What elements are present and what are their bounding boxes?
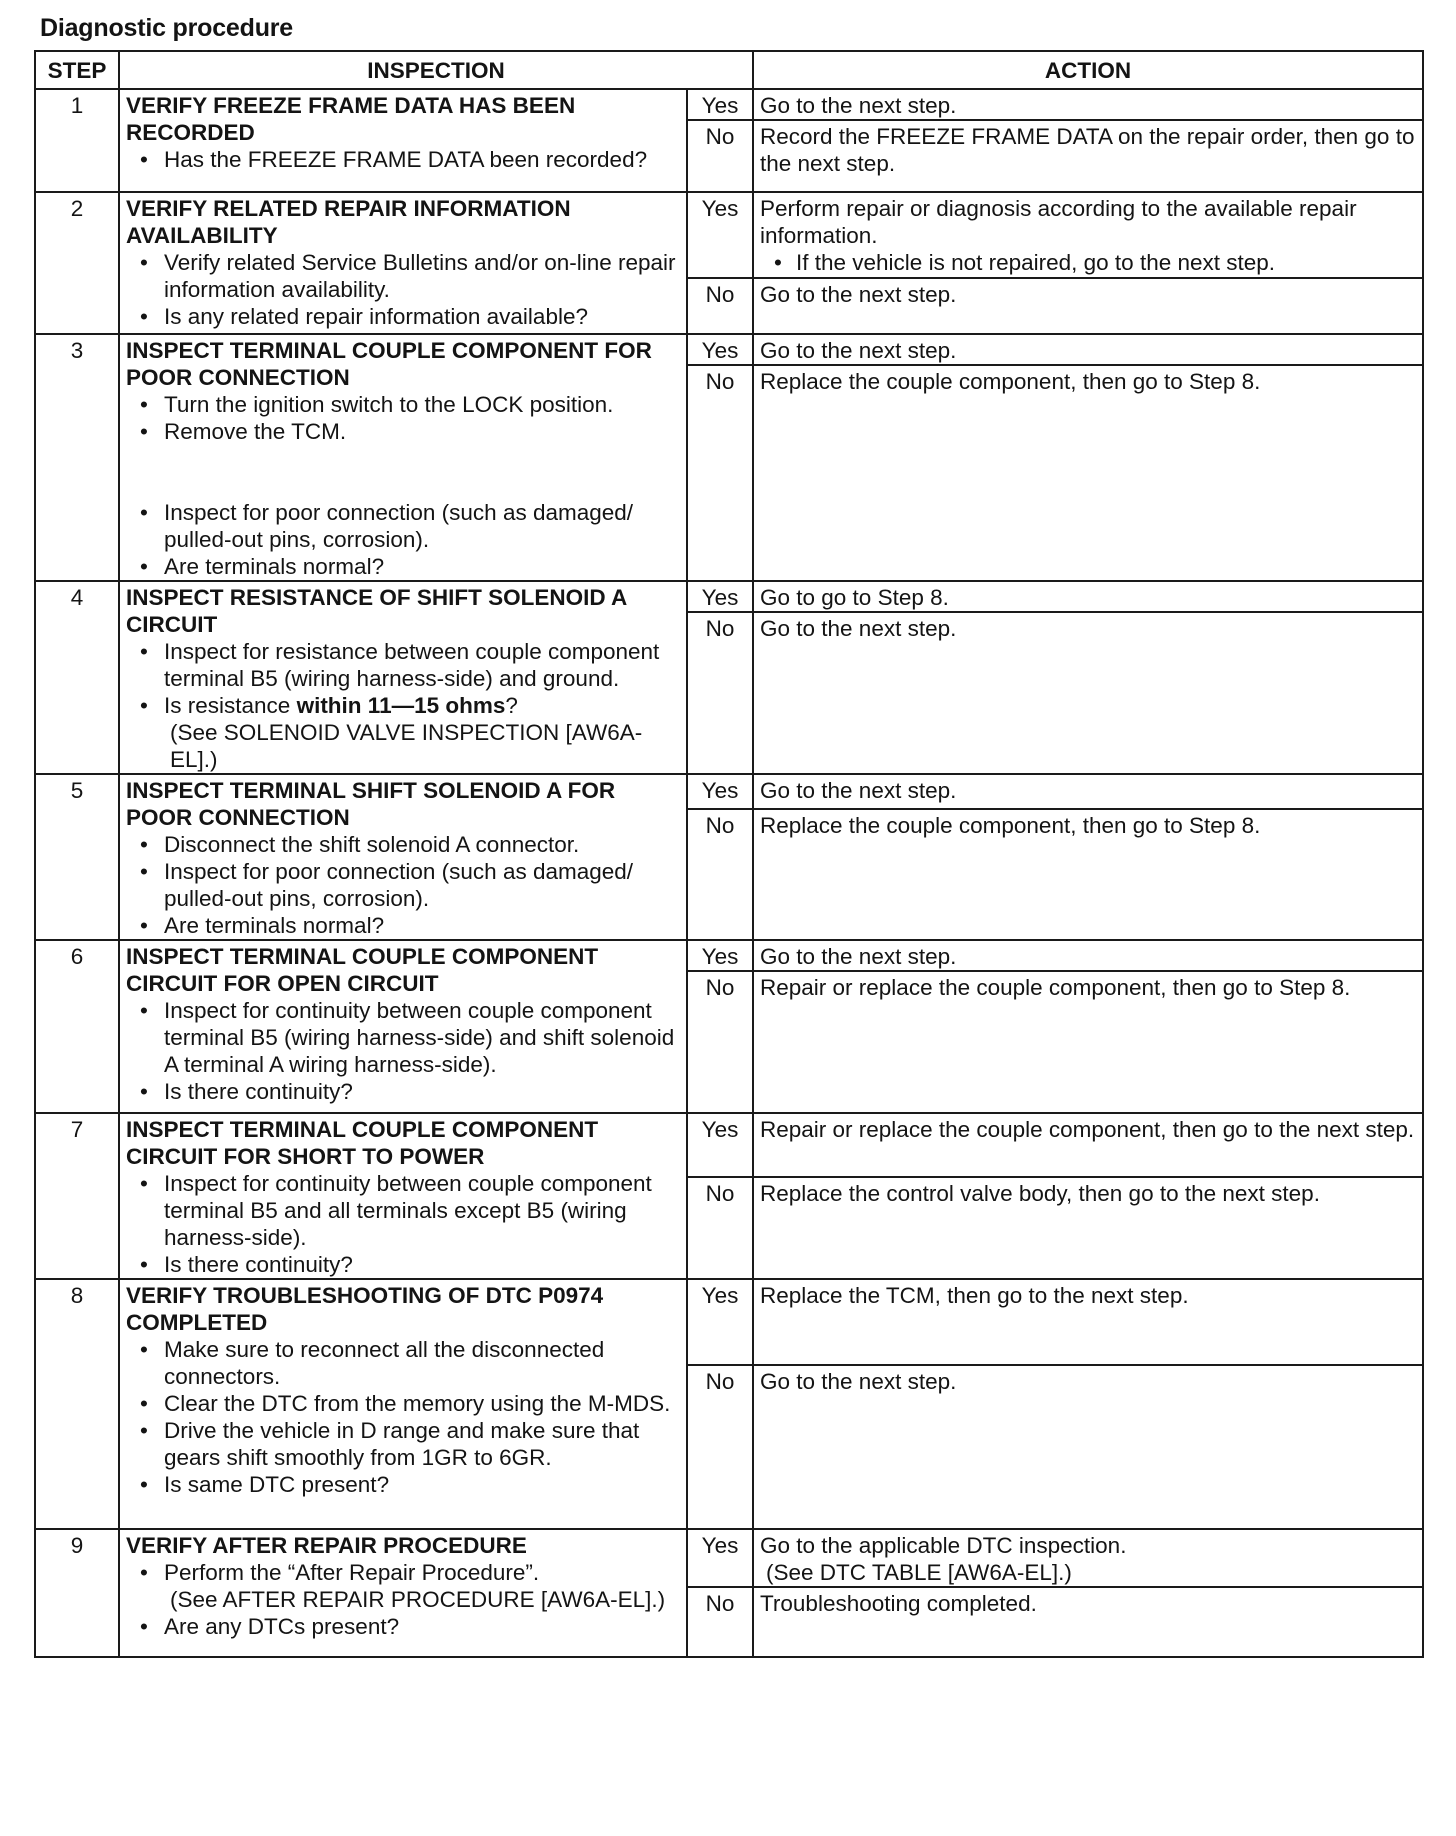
inspection-bullets <box>126 391 680 580</box>
yes-action: Go to the next step. <box>753 334 1423 365</box>
no-action: Repair or replace the couple component, then go to Step 8. <box>753 971 1423 1113</box>
no-label: No <box>687 278 753 334</box>
reference-note: (See DTC TABLE [AW6A-EL].) <box>766 1560 1072 1585</box>
bullet-text: Perform the “After Repair Procedure”. <box>164 1560 540 1585</box>
no-action: Replace the couple component, then go to Step 8. <box>753 809 1423 940</box>
yes-action: Go to the next step. <box>753 89 1423 120</box>
table-row <box>35 334 1423 365</box>
table-row <box>35 774 1423 809</box>
inspection-bullets <box>126 146 680 173</box>
yes-label: Yes <box>687 1529 753 1587</box>
inspection-bullet: • Are terminals normal? <box>164 553 680 580</box>
inspection-title: INSPECT TERMINAL COUPLE COMPONENT FOR POOR CONNECTION <box>126 338 652 390</box>
page-title: Diagnostic procedure <box>40 14 293 42</box>
table-row <box>35 1529 1423 1587</box>
header-inspection: INSPECTION <box>119 51 753 89</box>
yes-label: Yes <box>687 89 753 120</box>
no-label: No <box>687 120 753 192</box>
no-label: No <box>687 365 753 581</box>
inspection-cell <box>119 774 687 940</box>
inspection-bullet: • Are terminals normal? <box>164 912 680 939</box>
diagnostic-table <box>34 50 1424 1658</box>
inspection-cell <box>119 1279 687 1529</box>
inspection-bullet: • Has the FREEZE FRAME DATA been recorded? <box>164 146 680 173</box>
no-action: Replace the control valve body, then go to the next step. <box>753 1177 1423 1279</box>
yes-action: Go to go to Step 8. <box>753 581 1423 612</box>
inspection-cell <box>119 192 687 334</box>
no-action: Go to the next step. <box>753 612 1423 774</box>
inspection-bullets <box>126 831 680 939</box>
yes-action <box>753 1529 1423 1587</box>
inspection-cell <box>119 89 687 192</box>
table-header-row <box>35 51 1423 89</box>
inspection-title: INSPECT RESISTANCE OF SHIFT SOLENOID A CIRCUIT <box>126 585 627 637</box>
table-row <box>35 89 1423 120</box>
reference-note: (See SOLENOID VALVE INSPECTION [AW6A-EL].) <box>170 720 643 772</box>
inspection-bullet: • Clear the DTC from the memory using the M-MDS. <box>164 1390 680 1417</box>
yes-action: Repair or replace the couple component, then go to the next step. <box>753 1113 1423 1177</box>
yes-label: Yes <box>687 192 753 278</box>
inspection-title: INSPECT TERMINAL COUPLE COMPONENT CIRCUIT FOR OPEN CIRCUIT <box>126 944 599 996</box>
inspection-title: VERIFY FREEZE FRAME DATA HAS BEEN RECORDED <box>126 93 576 145</box>
inspection-bullet: • Inspect for continuity between couple component terminal B5 (wiring harness-side) and shift solenoid A terminal A wiring harness-side). <box>164 997 680 1078</box>
inspection-bullet: • Is there continuity? <box>164 1078 680 1105</box>
inspection-bullet: • Are any DTCs present? <box>164 1613 680 1640</box>
yes-label: Yes <box>687 940 753 971</box>
inspection-cell <box>119 581 687 774</box>
inspection-bullets <box>126 1336 680 1498</box>
inspection-bullet: • Inspect for continuity between couple component terminal B5 and all terminals except B5 (wiring harness-side). <box>164 1170 680 1251</box>
inspection-title: VERIFY AFTER REPAIR PROCEDURE <box>126 1533 527 1558</box>
inspection-bullet <box>164 692 680 773</box>
inspection-bullet: • Make sure to reconnect all the disconnected connectors. <box>164 1336 680 1390</box>
inspection-bullet: • Inspect for poor connection (such as damaged/ pulled-out pins, corrosion). <box>164 499 680 553</box>
yes-action <box>753 192 1423 278</box>
action-bullets <box>760 249 1416 276</box>
inspection-bullet: • Is there continuity? <box>164 1251 680 1278</box>
no-action: Troubleshooting completed. <box>753 1587 1423 1657</box>
step-number: 5 <box>35 774 119 940</box>
inspection-bullet: • Verify related Service Bulletins and/or on-line repair information availability. <box>164 249 680 303</box>
inspection-cell <box>119 1113 687 1279</box>
yes-label: Yes <box>687 334 753 365</box>
step-number: 8 <box>35 1279 119 1529</box>
table-row <box>35 940 1423 971</box>
inspection-bullet: • Inspect for resistance between couple component terminal B5 (wiring harness-side) and ground. <box>164 638 680 692</box>
table-row <box>35 1279 1423 1365</box>
resistance-spec: within 11—15 ohms <box>296 693 506 718</box>
inspection-bullets <box>126 997 680 1105</box>
step-number: 1 <box>35 89 119 192</box>
no-label: No <box>687 1587 753 1657</box>
inspection-bullet: • Drive the vehicle in D range and make sure that gears shift smoothly from 1GR to 6GR. <box>164 1417 680 1471</box>
no-action: Go to the next step. <box>753 1365 1423 1529</box>
inspection-cell <box>119 940 687 1113</box>
yes-action-text: Go to the applicable DTC inspection. <box>760 1533 1127 1558</box>
header-action: ACTION <box>753 51 1423 89</box>
no-label: No <box>687 809 753 940</box>
step-number: 3 <box>35 334 119 581</box>
step-number: 9 <box>35 1529 119 1657</box>
step-number: 7 <box>35 1113 119 1279</box>
question-suffix: ? <box>505 693 518 718</box>
no-label: No <box>687 612 753 774</box>
yes-label: Yes <box>687 1279 753 1365</box>
inspection-bullets <box>126 1559 680 1640</box>
yes-action: Replace the TCM, then go to the next step. <box>753 1279 1423 1365</box>
question-prefix: Is resistance <box>164 693 297 718</box>
no-label: No <box>687 1365 753 1529</box>
table-row <box>35 581 1423 612</box>
no-action: Record the FREEZE FRAME DATA on the repair order, then go to the next step. <box>753 120 1423 192</box>
step-number: 2 <box>35 192 119 334</box>
header-step: STEP <box>35 51 119 89</box>
no-action: Replace the couple component, then go to Step 8. <box>753 365 1423 581</box>
inspection-title: INSPECT TERMINAL SHIFT SOLENOID A FOR POOR CONNECTION <box>126 778 616 830</box>
step-number: 6 <box>35 940 119 1113</box>
no-label: No <box>687 1177 753 1279</box>
inspection-bullet: • Is same DTC present? <box>164 1471 680 1498</box>
table-row <box>35 192 1423 278</box>
inspection-bullet: • Is any related repair information available? <box>164 303 680 330</box>
inspection-bullets <box>126 249 680 330</box>
inspection-bullet: • Disconnect the shift solenoid A connector. <box>164 831 680 858</box>
inspection-bullet: • Turn the ignition switch to the LOCK position. <box>164 391 680 418</box>
yes-action-text: Perform repair or diagnosis according to the available repair information. <box>760 196 1357 248</box>
yes-action: Go to the next step. <box>753 940 1423 971</box>
inspection-title: VERIFY RELATED REPAIR INFORMATION AVAILABILITY <box>126 196 571 248</box>
inspection-bullet <box>164 1559 680 1613</box>
table-row <box>35 1113 1423 1177</box>
inspection-bullets <box>126 638 680 773</box>
inspection-title: INSPECT TERMINAL COUPLE COMPONENT CIRCUIT FOR SHORT TO POWER <box>126 1117 599 1169</box>
yes-action: Go to the next step. <box>753 774 1423 809</box>
inspection-title: VERIFY TROUBLESHOOTING OF DTC P0974 COMPLETED <box>126 1283 604 1335</box>
yes-label: Yes <box>687 774 753 809</box>
no-action: Go to the next step. <box>753 278 1423 334</box>
inspection-bullets <box>126 1170 680 1278</box>
inspection-cell <box>119 1529 687 1657</box>
step-number: 4 <box>35 581 119 774</box>
inspection-cell <box>119 334 687 581</box>
inspection-bullet: • Remove the TCM. <box>164 418 680 445</box>
no-label: No <box>687 971 753 1113</box>
inspection-bullet: • Inspect for poor connection (such as damaged/ pulled-out pins, corrosion). <box>164 858 680 912</box>
action-bullet: • If the vehicle is not repaired, go to the next step. <box>796 249 1416 276</box>
reference-note: (See AFTER REPAIR PROCEDURE [AW6A-EL].) <box>170 1587 666 1612</box>
yes-label: Yes <box>687 581 753 612</box>
yes-label: Yes <box>687 1113 753 1177</box>
